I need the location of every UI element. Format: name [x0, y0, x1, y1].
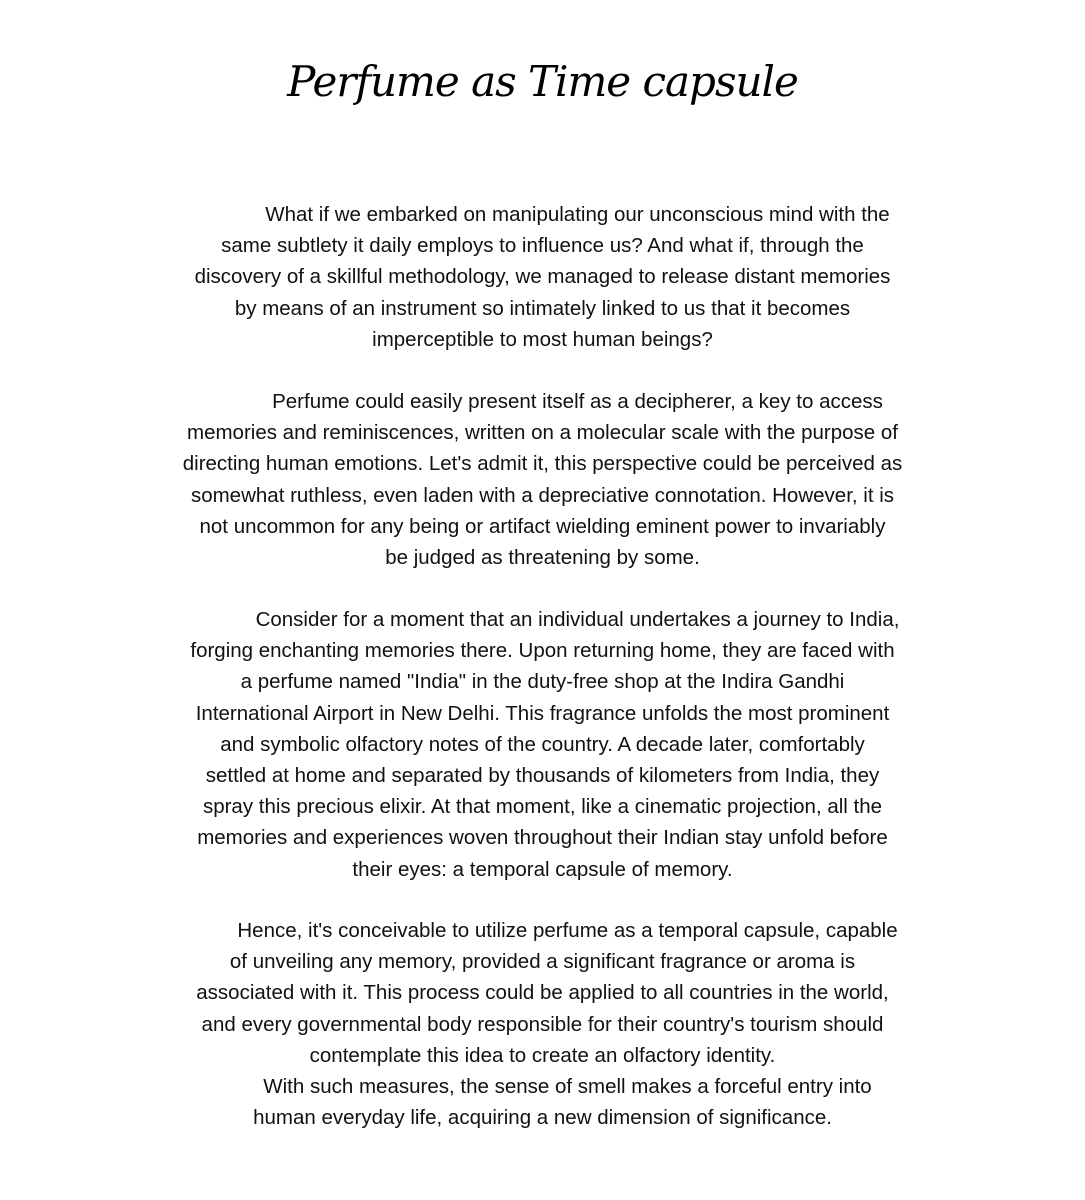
paragraph-line: a perfume named "India" in the duty-free shop at the Indira Gandhi	[240, 670, 845, 694]
paragraph-line: settled at home and separated by thousands of kilometers from India, they	[205, 764, 880, 788]
paragraph-line: With such measures, the sense of smell makes a forceful entry into	[263, 1075, 872, 1099]
paragraph-line: directing human emotions. Let's admit it, this perspective could be perceived as	[182, 452, 903, 476]
paragraph-line: contemplate this idea to create an olfactory identity.	[309, 1043, 776, 1067]
paragraph-line: Hence, it's conceivable to utilize perfume as a temporal capsule, capable	[237, 919, 898, 942]
paragraph-line: International Airport in New Delhi. This fragrance unfolds the most prominent	[195, 701, 890, 725]
paragraph-2	[110, 386, 975, 573]
paragraph-line: not uncommon for any being or artifact wielding eminent power to invariably	[199, 514, 886, 538]
paragraph-line: and symbolic olfactory notes of the country. A decade later, comfortably	[220, 732, 865, 756]
paragraph-line: Perfume could easily present itself as a decipherer, a key to access	[272, 390, 883, 413]
paragraph-line: memories and experiences woven throughout their Indian stay unfold before	[197, 826, 888, 850]
paragraph-line: by means of an instrument so intimately linked to us that it becomes	[234, 296, 851, 320]
paragraph-line: same subtlety it daily employs to influence us? And what if, through the	[221, 234, 864, 258]
document-title: Perfume as Time capsule	[287, 57, 798, 106]
paragraph-line: memories and reminiscences, written on a molecular scale with the purpose of	[187, 421, 898, 445]
paragraph-line: imperceptible to most human beings?	[372, 327, 713, 351]
paragraph-line: and every governmental body responsible for their country's tourism should	[201, 1012, 884, 1036]
paragraph-line: human everyday life, acquiring a new dimension of significance.	[253, 1106, 832, 1130]
paragraph-line: Consider for a moment that an individual undertakes a journey to India,	[255, 608, 900, 631]
paragraph-line: What if we embarked on manipulating our unconscious mind with the	[265, 203, 890, 226]
paragraph-4	[110, 915, 975, 1133]
paragraph-3	[110, 604, 975, 885]
paragraph-line: of unveiling any memory, provided a significant fragrance or aroma is	[229, 950, 856, 974]
paragraph-line: associated with it. This process could be applied to all countries in the world,	[196, 981, 889, 1005]
paragraph-line: spray this precious elixir. At that moment, like a cinematic projection, all the	[202, 795, 883, 819]
paragraph-1	[110, 199, 975, 355]
paragraph-line: forging enchanting memories there. Upon returning home, they are faced with	[190, 639, 895, 663]
paragraph-line: somewhat ruthless, even laden with a depreciative connotation. However, it is	[190, 483, 895, 507]
paragraph-line: discovery of a skillful methodology, we managed to release distant memories	[194, 265, 891, 289]
paragraph-line: their eyes: a temporal capsule of memory.	[352, 857, 733, 881]
paragraph-line: be judged as threatening by some.	[385, 546, 700, 570]
